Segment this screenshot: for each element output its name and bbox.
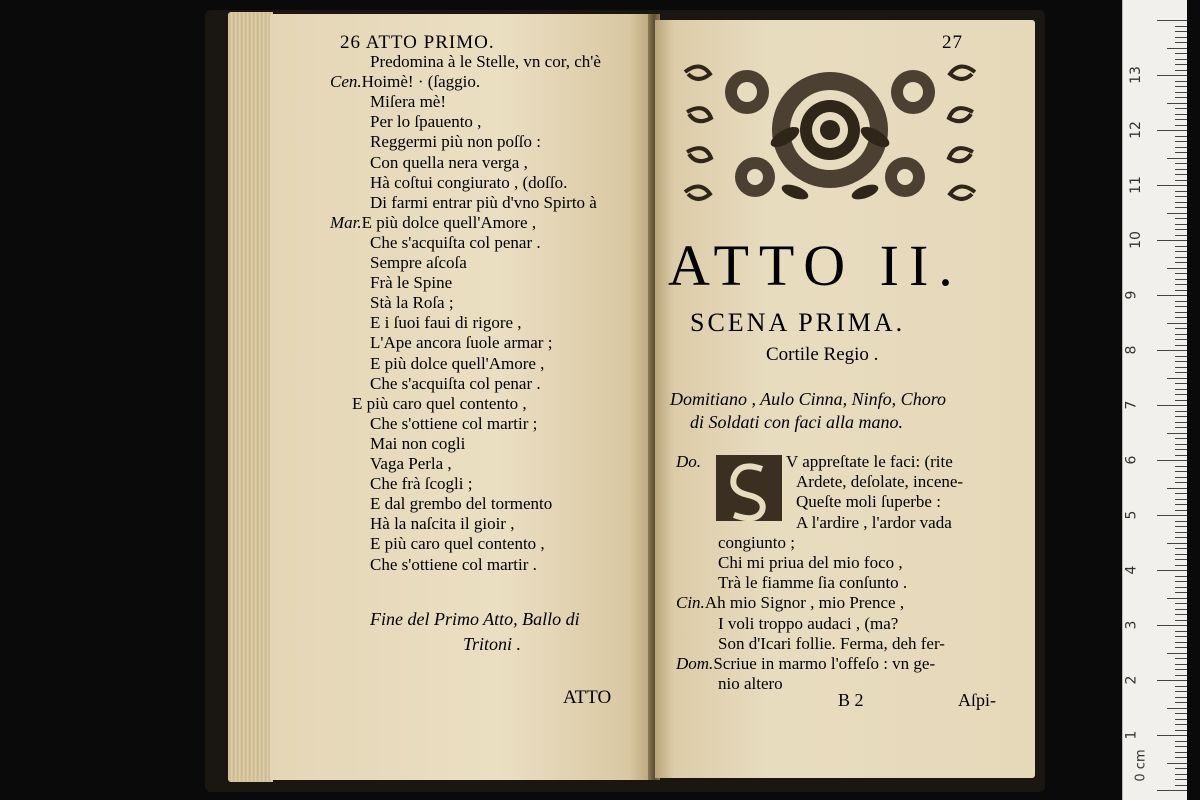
ruler-tick [1175,603,1187,604]
ruler-tick [1157,350,1187,351]
ruler-tick [1175,647,1187,648]
ruler-tick [1175,779,1187,780]
right-catchword: Aſpi- [958,690,996,710]
verse-line: Trà le fiamme ſia conſunto . [718,573,908,593]
ruler-tick [1175,746,1187,747]
ruler-tick [1175,284,1187,285]
ruler-tick [1175,372,1187,373]
cast-list-line2: di Soldati con faci alla mano. [690,412,903,432]
ruler-tick [1157,515,1187,516]
ruler-tick [1175,631,1187,632]
ruler-tick [1175,697,1187,698]
ruler-tick [1175,312,1187,313]
verse-line: A l'ardire , l'ardor vada [796,512,952,532]
ruler-tick [1175,169,1187,170]
ruler-tick [1157,130,1187,131]
ruler-tick [1175,246,1187,247]
ruler-tick [1157,75,1187,76]
ruler-number: 9 [1123,290,1140,300]
ruler-tick [1175,642,1187,643]
ruler-tick [1175,422,1187,423]
ruler-tick [1175,774,1187,775]
verse-line: Ardete, deſolate, incene- [796,472,964,492]
verse-line: E più dolce quell'Amore , [370,353,545,373]
speaker-name: Do. [676,452,702,471]
ruler-tick [1175,180,1187,181]
ruler-tick [1175,675,1187,676]
ruler-tick [1175,427,1187,428]
ruler-tick [1167,103,1187,104]
verse-text: V appreſtate le faci: (rite [786,452,953,471]
ruler-tick [1175,301,1187,302]
verse-line: Predomina à le Stelle, vn cor, ch'è [370,52,601,71]
ruler-tick [1175,394,1187,395]
verse-line: Queſte moli ſuperbe : [796,492,941,512]
ruler-number: 5 [1123,510,1140,520]
ruler-tick [1175,521,1187,522]
speaker-name: Mar. [330,212,362,232]
ruler-tick [1175,345,1187,346]
ruler-tick [1167,158,1187,159]
ruler-tick [1167,488,1187,489]
verse-text: E più dolce quell'Amore , [361,212,537,232]
ruler-number: 13 [1127,66,1144,84]
ruler-tick [1175,526,1187,527]
ruler-tick [1175,141,1187,142]
verse-line: nio altero [718,674,783,694]
verse-line: Che frà ſcogli ; [370,474,473,494]
ruler-tick [1175,636,1187,637]
ruler-tick [1175,207,1187,208]
ruler-tick [1167,763,1187,764]
verse-line [676,452,953,472]
ruler-tick [1175,26,1187,27]
ruler-tick [1175,730,1187,731]
verse-line: Hà coſtui congiurato , (doſſo. [370,172,568,192]
ruler-tick [1175,587,1187,588]
ruler-number: 11 [1127,176,1144,194]
verse-line [676,593,904,613]
ruler-tick [1175,361,1187,362]
ruler-tick [1175,152,1187,153]
ruler-tick [1175,235,1187,236]
ruler-tick [1167,543,1187,544]
ruler-tick [1157,735,1187,736]
verse-line: Che s'acquiſta col penar . [370,232,541,252]
verse-line: Vaga Perla , [370,454,452,473]
ruler-tick [1175,367,1187,368]
verse-line: E dal grembo del tormento [370,494,553,514]
left-running-head: 26 ATTO PRIMO. [340,32,495,53]
ruler-tick [1175,724,1187,725]
ruler-number: 12 [1127,121,1144,139]
ruler-tick [1175,455,1187,456]
act-end-note-line1: Fine del Primo Atto, Ballo di [370,609,580,629]
ruler-tick [1167,378,1187,379]
ruler-number: 4 [1123,565,1140,575]
ruler-tick [1175,559,1187,560]
ruler-tick [1175,438,1187,439]
ruler-number: 7 [1123,400,1140,410]
ruler-tick [1175,81,1187,82]
ruler-tick [1175,565,1187,566]
ruler-tick [1175,719,1187,720]
act-title: ATTO II. [668,233,963,298]
verse-line: Sempre aſcoſa [370,253,467,272]
ruler-tick [1167,213,1187,214]
decorated-initial [716,455,782,521]
ruler-number: 6 [1123,455,1140,465]
ruler-tick [1175,196,1187,197]
ruler-tick [1175,70,1187,71]
ruler-tick [1175,119,1187,120]
verse-line: Con quella nera verga , [370,152,528,172]
ruler-tick [1175,136,1187,137]
ruler-tick [1175,218,1187,219]
ruler-tick [1175,416,1187,417]
ruler-tick [1175,471,1187,472]
ruler-number: 10 [1127,231,1144,249]
ruler-tick [1175,339,1187,340]
verse-text: Ah mio Signor , mio Prence , [704,593,905,613]
verse-text: Scriue in marmo l'offeſo : vn ge- [713,654,936,673]
ruler-tick [1175,548,1187,549]
ruler-tick [1175,768,1187,769]
ruler-tick [1175,581,1187,582]
ruler-tick [1175,251,1187,252]
ruler-tick [1175,383,1187,384]
ruler-tick [1175,449,1187,450]
ruler-tick [1175,92,1187,93]
page-edges [228,12,273,782]
ruler-tick [1175,53,1187,54]
ruler-tick [1167,323,1187,324]
verse-text: Hoimè! · (ſaggio. [361,72,481,92]
ruler-tick [1175,64,1187,65]
ruler-tick [1175,306,1187,307]
ruler-number: 2 [1123,675,1140,685]
ruler-tick [1175,290,1187,291]
speaker-name: Cin. [676,593,705,613]
ruler-number: 1 [1123,730,1140,740]
ruler-tick [1175,537,1187,538]
ruler-tick [1175,262,1187,263]
verse-line: L'Ape ancora ſuole armar ; [370,333,553,353]
ruler-tick [1175,317,1187,318]
ruler-tick [1175,499,1187,500]
ruler-tick [1167,598,1187,599]
ruler-number: 3 [1123,620,1140,630]
ruler-tick [1157,405,1187,406]
scene-title: SCENA PRIMA. [690,308,906,337]
ruler-number: 8 [1123,345,1140,355]
ruler-tick [1175,411,1187,412]
ruler-tick [1175,482,1187,483]
ruler-tick [1175,686,1187,687]
act-end-note-line2: Tritoni . [463,634,522,654]
ruler-tick [1175,741,1187,742]
verse-line: Chi mi priua del mio foco , [718,553,903,572]
verse-line: E i ſuoi faui di rigore , [370,313,522,333]
ruler-tick [1175,504,1187,505]
ruler-tick [1157,680,1187,681]
ruler-tick [1175,757,1187,758]
ruler-tick [1175,466,1187,467]
verse-line: Che s'ottiene col martir . [370,554,537,574]
ruler-unit-label: 0 cm [1133,749,1149,782]
ruler-tick [1157,790,1187,791]
ruler-tick [1175,713,1187,714]
verse-line: E più caro quel contento , [352,393,527,413]
ruler-tick [1175,163,1187,164]
right-page-number: 27 [942,32,963,53]
verse-line: Per lo ſpauento , [370,112,482,132]
ruler-tick [1157,240,1187,241]
ruler-tick [1175,147,1187,148]
ruler-tick [1175,477,1187,478]
ruler-tick [1157,460,1187,461]
verse-line [330,72,480,92]
woodcut-flower-ornament [675,52,985,212]
ruler-tick [1175,510,1187,511]
ruler-tick [1175,576,1187,577]
verse-line [330,213,536,233]
ruler-tick [1175,620,1187,621]
speaker-name: Cen. [330,72,362,92]
verse-line: Stà la Roſa ; [370,293,454,313]
ruler-tick [1175,400,1187,401]
verse-line [676,654,935,674]
ruler-tick [1175,785,1187,786]
ruler-tick [1157,295,1187,296]
ruler-tick [1167,708,1187,709]
left-catchword: ATTO [563,687,612,708]
verse-line: Reggermi più non poſſo : [370,132,541,152]
ruler-tick [1175,202,1187,203]
ruler-tick [1175,125,1187,126]
ruler-tick [1157,20,1187,21]
ruler-tick [1167,48,1187,49]
ruler-tick [1175,609,1187,610]
ruler-tick [1167,653,1187,654]
measuring-ruler [1122,0,1187,800]
ruler-tick [1175,108,1187,109]
verse-line: Che s'ottiene col martir ; [370,413,538,433]
verse-line: Di farmi entrar più d'vno Spirto à [370,192,597,212]
verse-line: Hà la naſcita il gioir , [370,514,515,534]
ruler-tick [1175,37,1187,38]
ruler-tick [1175,86,1187,87]
signature-mark: B 2 [838,690,864,710]
ruler-tick [1175,614,1187,615]
ruler-tick [1157,570,1187,571]
verse-line: Son d'Icari follie. Ferma, deh fer- [718,633,945,653]
verse-line: congiunto ; [718,532,795,552]
scene-setting: Cortile Regio . [766,344,879,365]
verse-line: I voli troppo audaci , (ma? [718,613,899,633]
ruler-tick [1175,191,1187,192]
verse-line: Che s'acquiſta col penar . [370,373,541,393]
ruler-tick [1157,625,1187,626]
ruler-tick [1175,702,1187,703]
ruler-tick [1175,493,1187,494]
ruler-tick [1175,224,1187,225]
ruler-tick [1167,268,1187,269]
ruler-tick [1175,664,1187,665]
ruler-tick [1175,444,1187,445]
ruler-tick [1175,31,1187,32]
ruler-tick [1167,433,1187,434]
ruler-tick [1175,328,1187,329]
verse-line: Frà le Spine [370,273,453,293]
ruler-tick [1157,185,1187,186]
ruler-tick [1175,658,1187,659]
ruler-tick [1175,273,1187,274]
ruler-tick [1175,752,1187,753]
verse-line: E più caro quel contento , [370,534,545,554]
ruler-tick [1175,257,1187,258]
ruler-tick [1175,592,1187,593]
ruler-tick [1175,554,1187,555]
ruler-tick [1175,97,1187,98]
ruler-tick [1175,389,1187,390]
speaker-name: Dom. [676,654,714,673]
ruler-tick [1175,174,1187,175]
ruler-tick [1175,356,1187,357]
ruler-tick [1175,229,1187,230]
ruler-tick [1175,669,1187,670]
ruler-tick [1175,334,1187,335]
cast-list-line1: Domitiano , Aulo Cinna, Ninfo, Choro [670,389,947,409]
ruler-tick [1175,114,1187,115]
verse-line: Miſera mè! [370,92,446,112]
verse-line: Mai non cogli [370,433,466,453]
ruler-tick [1175,279,1187,280]
ruler-tick [1175,59,1187,60]
ruler-tick [1175,532,1187,533]
ruler-tick [1175,691,1187,692]
ruler-tick [1175,42,1187,43]
